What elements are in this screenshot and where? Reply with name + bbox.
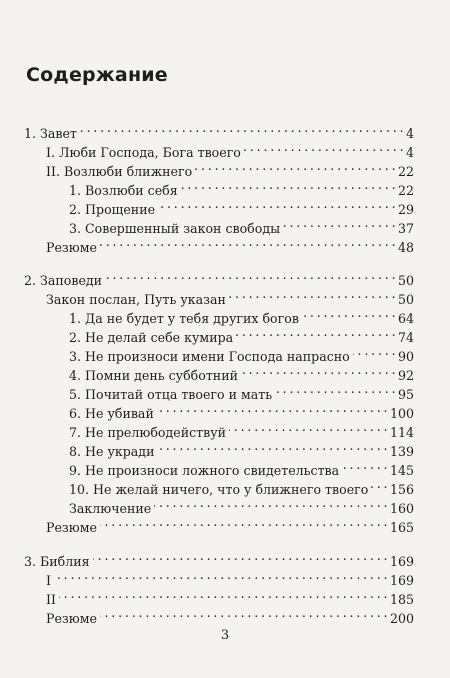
toc-entry[interactable] — [69, 194, 414, 217]
toc-entry[interactable] — [69, 379, 414, 402]
dot-leader — [80, 118, 403, 138]
dot-leader — [100, 512, 387, 532]
toc-page-number: 64 — [397, 311, 414, 326]
toc-page-number: 50 — [397, 273, 414, 288]
toc-entry[interactable] — [69, 360, 414, 383]
toc-entry[interactable] — [24, 546, 414, 569]
toc-page-number: 95 — [397, 387, 414, 402]
dot-leader — [283, 213, 395, 233]
dot-leader — [105, 265, 395, 285]
toc-label: 1. Да не будет у тебя других богов — [69, 311, 299, 326]
toc-label: 5. Почитай отца твоего и мать — [69, 387, 273, 402]
dot-leader — [158, 194, 395, 214]
toc-label: 2. Прощение — [69, 202, 156, 217]
toc-entry[interactable] — [46, 137, 414, 160]
toc-entry[interactable] — [46, 603, 414, 626]
toc-entry[interactable] — [24, 118, 414, 141]
toc-label: 2. Не делай себе кумира — [69, 330, 234, 345]
toc-label: II — [46, 592, 56, 607]
toc-page-number: 145 — [389, 463, 414, 478]
toc-page-number: 22 — [397, 183, 414, 198]
toc-label: 1. Возлюби себя — [69, 183, 178, 198]
page-title: Содержание — [26, 64, 168, 86]
toc-page-number: 74 — [397, 330, 414, 345]
dot-leader — [229, 417, 387, 437]
toc-label: Резюме — [46, 240, 98, 255]
toc-label: 8. Не укради — [69, 444, 155, 459]
toc-label: 3. Совершенный закон свободы — [69, 221, 281, 236]
toc-entry[interactable] — [46, 156, 414, 179]
dot-leader — [195, 156, 395, 176]
toc-label: 3. Не произноси имени Господа напрасно — [69, 349, 350, 364]
toc-page-number: 165 — [389, 520, 414, 535]
toc-page-number: 160 — [389, 501, 414, 516]
toc-page-number: 169 — [389, 554, 414, 569]
toc-page-number: 139 — [389, 444, 414, 459]
toc-label: 4. Помни день субботний — [69, 368, 238, 383]
toc-entry[interactable] — [69, 455, 414, 478]
toc-entry[interactable] — [69, 417, 414, 440]
toc-page-number: 22 — [397, 164, 414, 179]
toc-label: I. Люби Господа, Бога твоего — [46, 145, 241, 160]
toc-page-number: 4 — [405, 126, 414, 141]
dot-leader — [181, 175, 395, 195]
toc-page-number: 100 — [389, 406, 414, 421]
toc-page-number: 156 — [389, 482, 414, 497]
toc-label: II. Возлюби ближнего — [46, 164, 193, 179]
page-number: 3 — [220, 628, 230, 643]
dot-leader — [54, 565, 387, 585]
toc-entry[interactable] — [69, 493, 414, 516]
dot-leader — [157, 398, 387, 418]
toc-entry[interactable] — [69, 398, 414, 421]
toc-label: Резюме — [46, 611, 98, 626]
toc-entry[interactable] — [69, 213, 414, 236]
toc-page-number: 169 — [389, 573, 414, 588]
dot-leader — [275, 379, 395, 399]
toc-entry[interactable] — [46, 584, 414, 607]
toc-label: Закон послан, Путь указан — [46, 292, 226, 307]
toc-page-number: 200 — [389, 611, 414, 626]
toc-page-number: 90 — [397, 349, 414, 364]
toc-label: Заключение — [69, 501, 152, 516]
dot-leader — [241, 360, 395, 380]
toc-entry[interactable] — [69, 341, 414, 364]
toc-label: 3. Библия — [24, 554, 90, 569]
toc-entry[interactable] — [69, 474, 414, 497]
toc-label: 6. Не убивай — [69, 406, 154, 421]
dot-leader — [244, 137, 403, 157]
dot-leader — [59, 584, 387, 604]
toc-page-number: 37 — [397, 221, 414, 236]
toc-label: Резюме — [46, 520, 98, 535]
dot-leader — [342, 455, 387, 475]
dot-leader — [100, 232, 395, 252]
toc-entry[interactable] — [46, 284, 414, 307]
toc-label: 10. Не желай ничего, что у ближнего твоего — [69, 482, 369, 497]
toc-page-number: 114 — [389, 425, 414, 440]
toc-page-number: 48 — [397, 240, 414, 255]
toc-entry[interactable] — [24, 265, 414, 288]
toc-page-number: 92 — [397, 368, 414, 383]
toc-entry[interactable] — [46, 512, 414, 535]
toc-entry[interactable] — [69, 436, 414, 459]
toc-entry[interactable] — [69, 322, 414, 345]
toc-label: 1. Завет — [24, 126, 77, 141]
toc-label: 2. Заповеди — [24, 273, 103, 288]
dot-leader — [371, 474, 387, 494]
toc-label: 9. Не произноси ложного свидетельства — [69, 463, 340, 478]
toc-entry[interactable] — [46, 565, 414, 588]
dot-leader — [100, 603, 387, 623]
toc-page-number: 185 — [389, 592, 414, 607]
toc-label: I — [46, 573, 51, 588]
toc-page-number: 29 — [397, 202, 414, 217]
dot-leader — [302, 303, 395, 323]
dot-leader — [93, 546, 387, 566]
dot-leader — [236, 322, 395, 342]
toc-entry[interactable] — [46, 232, 414, 255]
toc-label: 7. Не прелюбодействуй — [69, 425, 227, 440]
dot-leader — [353, 341, 395, 361]
dot-leader — [157, 436, 386, 456]
toc-page-number: 50 — [397, 292, 414, 307]
dot-leader — [154, 493, 387, 513]
toc-entry[interactable] — [69, 175, 414, 198]
dot-leader — [229, 284, 395, 304]
toc-entry[interactable] — [69, 303, 414, 326]
toc-page-number: 4 — [405, 145, 414, 160]
